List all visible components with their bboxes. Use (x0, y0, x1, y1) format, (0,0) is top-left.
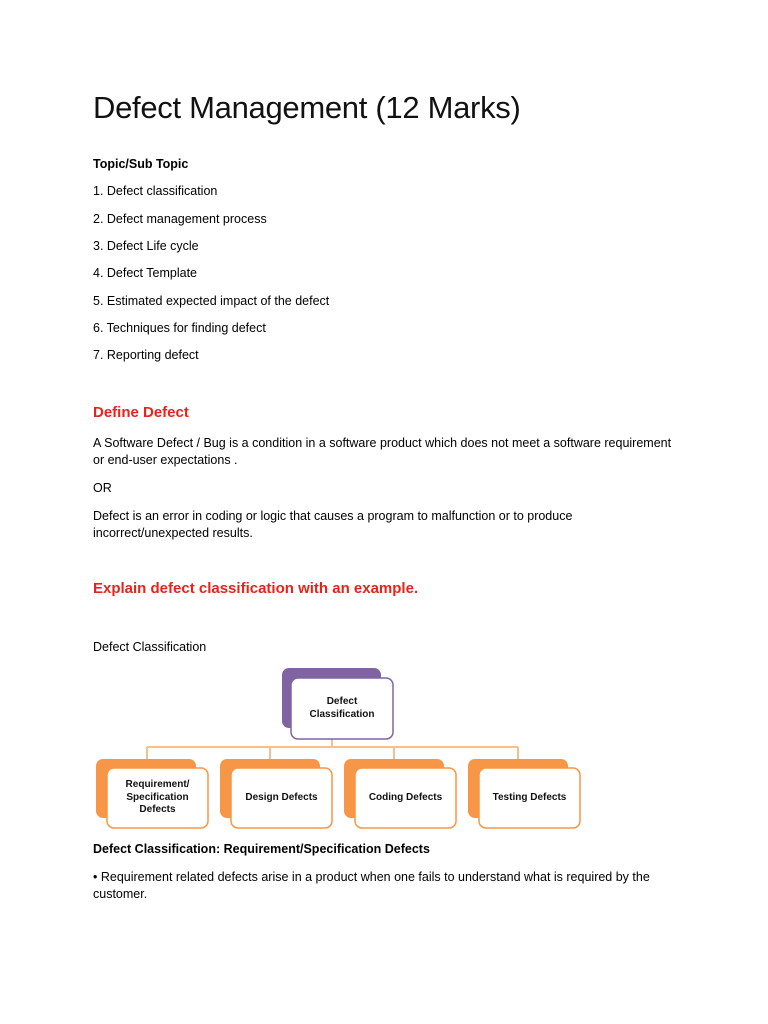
root-node-label: Defect Classification (309, 696, 375, 720)
bullet-paragraph: • Requirement related defects arise in a product when one fails to understand what is required by the customer. (93, 870, 650, 901)
topic-item: 3. Defect Life cycle (93, 239, 199, 253)
define-defect-heading: Define Defect (93, 404, 189, 421)
topic-item: 7. Reporting defect (93, 348, 199, 362)
page-title: Defect Management (12 Marks) (93, 90, 521, 125)
child-node-label: Requirement/ Specification Defects (125, 779, 190, 816)
define-paragraph-1: A Software Defect / Bug is a condition in a software product which does not meet a software requirement or end-user expectations . (93, 436, 672, 467)
topic-item: 4. Defect Template (93, 266, 197, 280)
child-node-label: Design Defects (245, 791, 318, 803)
define-paragraph-2: Defect is an error in coding or logic that causes a program to malfunction or to produce incorrect/unexpected results. (93, 509, 573, 540)
topic-item: 5. Estimated expected impact of the defect (93, 294, 330, 308)
child-node-label: Coding Defects (368, 791, 443, 803)
topic-item: 1. Defect classification (93, 184, 218, 198)
defect-classification-diagram (90, 662, 590, 837)
requirement-defects-subheading: Defect Classification: Requirement/Specification Defects (93, 842, 430, 856)
classification-label: Defect Classification (93, 640, 207, 654)
topic-item: 2. Defect management process (93, 212, 267, 226)
or-text: OR (93, 481, 112, 495)
child-node-label: Testing Defects (492, 791, 567, 803)
topic-heading: Topic/Sub Topic (93, 157, 189, 171)
topic-item: 6. Techniques for finding defect (93, 321, 266, 335)
explain-classification-heading: Explain defect classification with an example. (93, 580, 419, 597)
